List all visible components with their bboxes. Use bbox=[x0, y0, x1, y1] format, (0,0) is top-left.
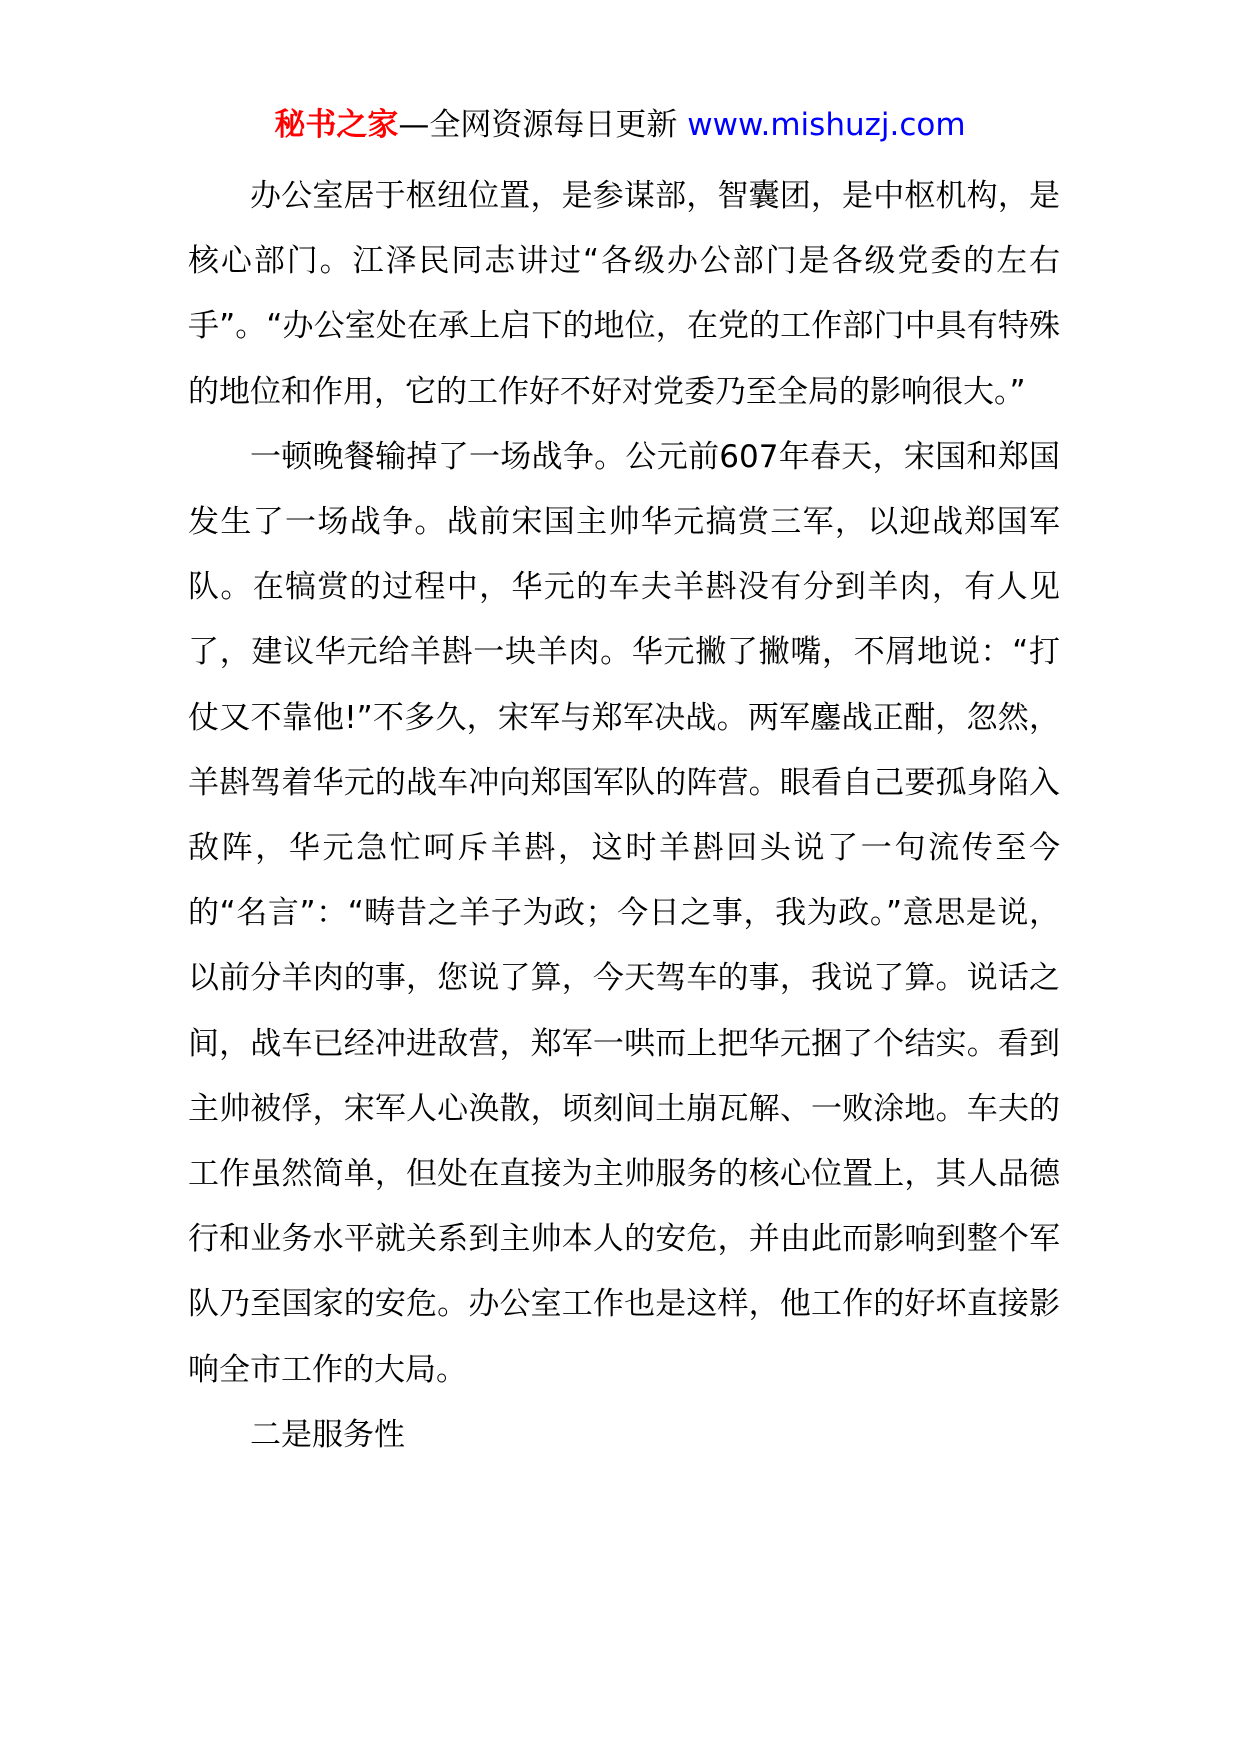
paragraph-2: 一顿晚餐输掉了一场战争。公元前607年春天，宋国和郑国发生了一场战争。战前宋国主帅华元搞赏三军，以迎战郑国军队。在犒赏的过程中，华元的车夫羊斟没有分到羊肉，有人见了，建议华元给羊斟一块羊肉。华元撇了撇嘴，不屑地说：“打仗又不靠他!”不多久，宋军与郑军决战。两军鏖战正酣，忽然，羊斟驾着华元的战车冲向郑国军队的阵营。眼看自己要孤身陷入敌阵，华元急忙呵斥羊斟，这时羊斟回头说了一句流传至今的“名言”：“畴昔之羊子为政；今日之事，我为政。”意思是说，以前分羊肉的事，您说了算，今天驾车的事，我说了算。说话之间，战车已经冲进敌营，郑军一哄而上把华元捆了个结实。看到主帅被俘，宋军人心涣散，顷刻间土崩瓦解、一败涂地。车夫的工作虽然简单，但处在直接为主帅服务的核心位置上，其人品德行和业务水平就关系到主帅本人的安危，并由此而影响到整个军队乃至国家的安危。办公室工作也是这样，他工作的好坏直接影响全市工作的大局。 bbox=[188, 438, 1060, 1388]
paragraph-1: 办公室居于枢纽位置，是参谋部，智囊团，是中枢机构，是核心部门。江泽民同志讲过“各级办公部门是各级党委的左右手”。“办公室处在承上启下的地位，在党的工作部门中具有特殊的地位和作用，它的工作好不好对党委乃至全局的影响很大。” bbox=[188, 178, 1060, 410]
paragraph-3: 二是服务性 bbox=[250, 1416, 405, 1453]
site-tagline: —全网资源每日更新 bbox=[398, 107, 688, 143]
site-header bbox=[0, 98, 1240, 152]
document-body bbox=[188, 164, 1060, 1468]
site-url-link[interactable]: www.mishuzj.com bbox=[687, 107, 966, 143]
site-brand: 秘书之家 bbox=[274, 107, 399, 143]
